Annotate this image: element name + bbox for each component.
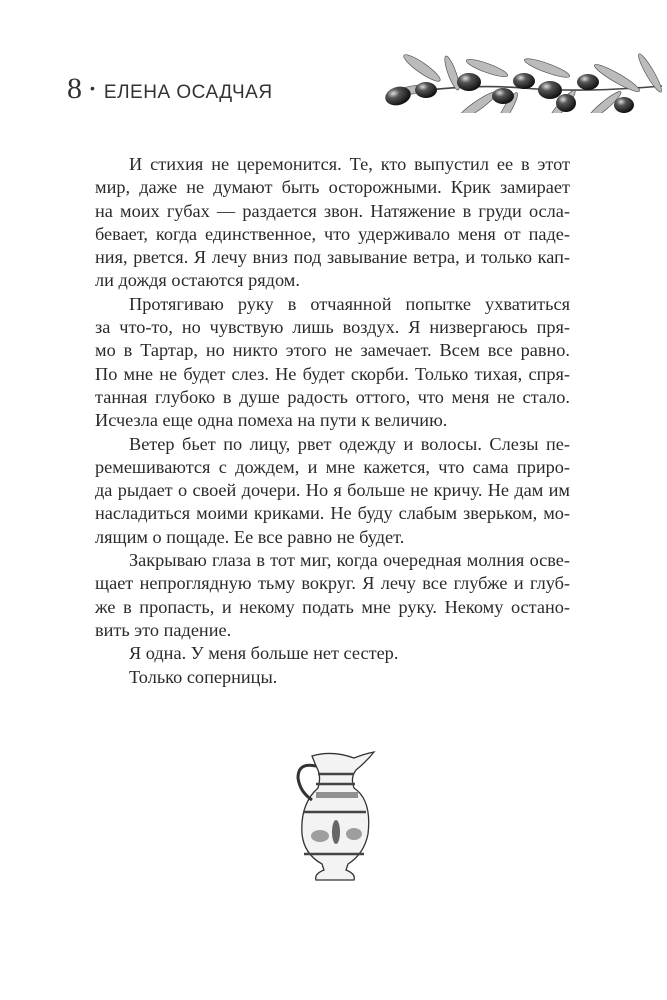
text-line: ли дождя остаются рядом.	[95, 270, 300, 291]
text-line: мир, даже не думают быть осторожными. Крик замирает	[95, 177, 570, 198]
text-line: мо в Тартар, но никто этого не замечает. Всем все равно.	[95, 340, 570, 361]
text-line: ремешиваются с дождем, и мне кажется, что сама приро-	[95, 456, 570, 477]
running-header	[67, 72, 273, 106]
text-line: Исчезла еще одна помеха на пути к величию.	[95, 410, 448, 431]
text-line: По мне не будет слез. Не будет скорби. Только тихая, спря-	[95, 363, 570, 384]
text-line: танная глубоко в душе радость оттого, что меня не стало.	[95, 386, 570, 407]
text-line: Закрываю глаза в тот миг, когда очередная молния осве-	[129, 550, 570, 571]
text-line: вить это падение.	[95, 619, 232, 640]
text-line: Ветер бьет по лицу, рвет одежду и волосы. Слезы пе-	[129, 433, 570, 454]
text-line: ния, рвется. Я лечу вниз под завывание ветра, и только кап-	[95, 247, 570, 268]
text-line: Я одна. У меня больше нет сестер.	[129, 643, 399, 664]
author-name: ЕЛЕНА ОСАДЧАЯ	[103, 82, 273, 103]
text-line: за что-то, но чувствую лишь воздух. Я низвергаюсь пря-	[95, 317, 570, 338]
text-line: Только соперницы.	[129, 666, 278, 687]
olive-branch-icon	[382, 38, 667, 113]
text-line: щает непроглядную тьму вокруг. Я лечу все глубже и глуб-	[95, 573, 570, 594]
body-text	[95, 153, 570, 689]
header-separator: •	[90, 80, 95, 96]
text-line: да рыдает о своей дочери. Но я больше не кричу. Не дам им	[95, 480, 570, 501]
text-line: лящим о пощаде. Ее все равно не будет.	[95, 526, 405, 547]
text-line: бевает, когда единственное, что удерживало меня от паде-	[95, 223, 570, 244]
greek-pitcher-icon	[292, 748, 377, 888]
text-line: на моих губах — раздается звон. Натяжение в груди осла-	[95, 200, 570, 221]
text-line: И стихия не церемонится. Те, кто выпустил ее в этот	[129, 154, 570, 174]
text-line: же в пропасть, и некому подать мне руку. Некому остано-	[95, 596, 570, 617]
page-number: 8	[67, 72, 82, 105]
text-line: Протягиваю руку в отчаянной попытке ухватиться	[129, 293, 570, 314]
text-line: насладиться моими криками. Не буду слабым зверьком, мо-	[95, 503, 570, 524]
